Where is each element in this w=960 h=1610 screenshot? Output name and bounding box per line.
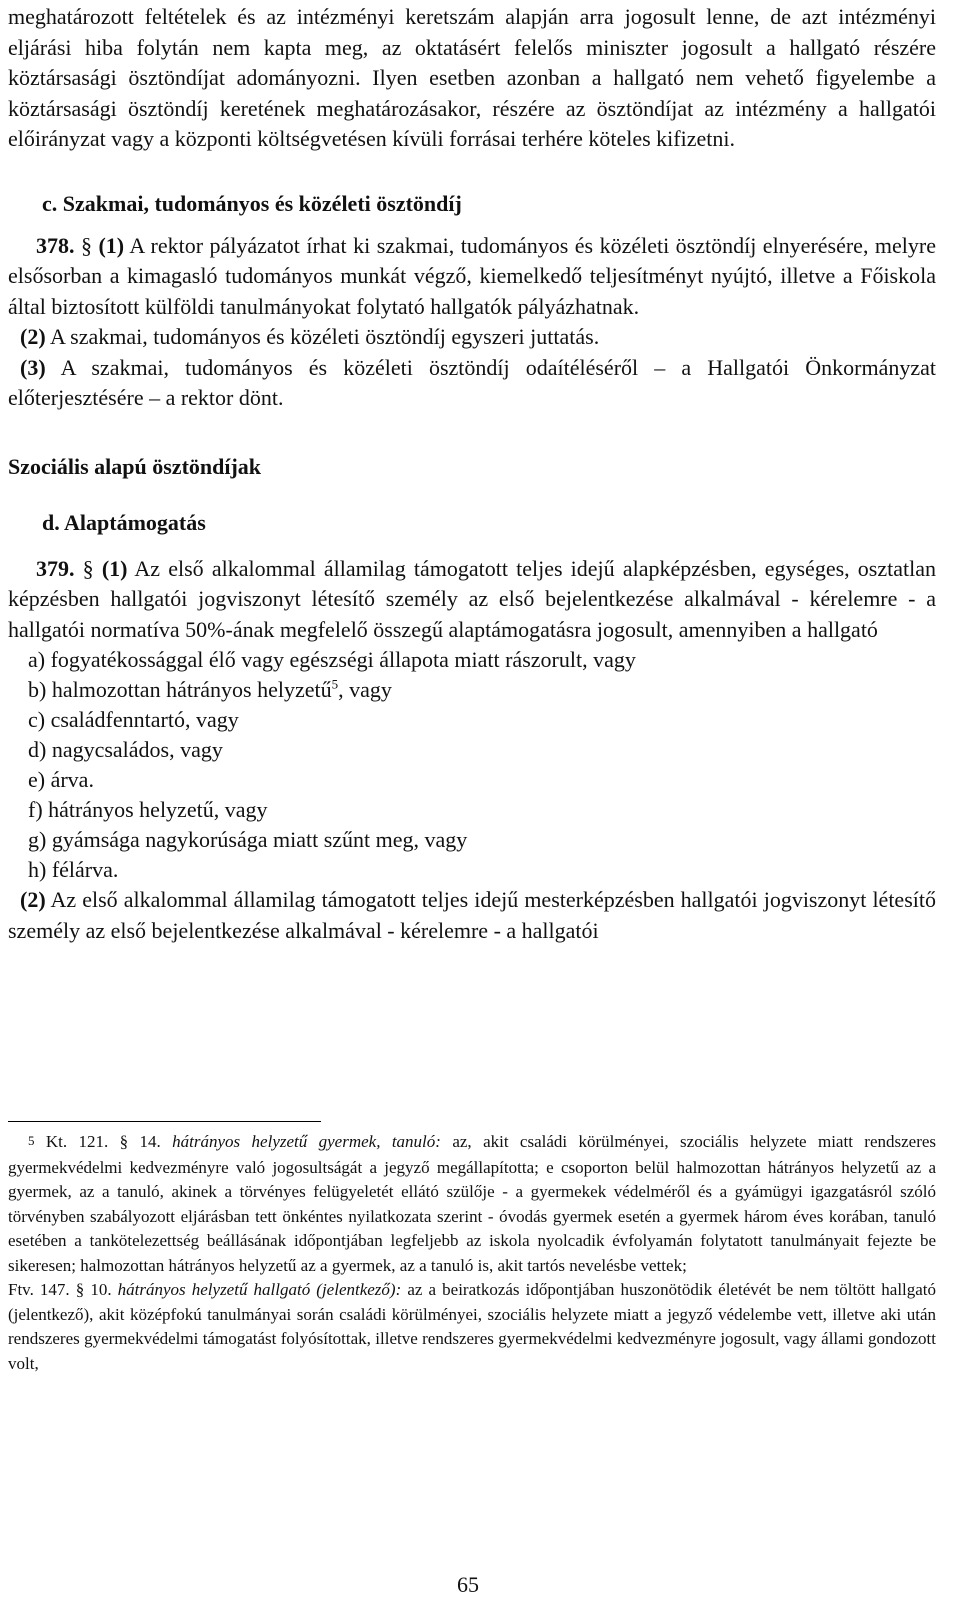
section-c-heading: c. Szakmai, tudományos és közéleti ösztöndíj xyxy=(42,190,462,216)
subsection-text: A szakmai, tudományos és közéleti ösztöndíj odaítéléséről – a Hallgatói Önkormányzat előterjesztésére – a rektor dönt. xyxy=(8,354,936,410)
paragraph-378-3 xyxy=(8,353,936,414)
list-item: g) gyámsága nagykorúsága miatt szűnt meg, vagy xyxy=(28,827,468,852)
list-item xyxy=(8,675,936,705)
intro-paragraph: meghatározott feltételek és az intézményi keretszám alapján arra jogosult lenne, de azt intézményi eljárási hiba folytán nem kapta meg, az oktatásért felelős miniszter jogosult a hallgató részére köztársasági ösztöndíjat adományozni. Ilyen esetben azonban a hallgató nem vehető figyelembe a köztársasági ösztöndíj keretének meghatározásakor, részére az ösztöndíjat az intézmény a hallgatói előirányzat vagy a központi költségvetésen kívüli forrásai terhére köteles kifizetni. xyxy=(8,4,936,151)
subsection-text: A rektor pályázatot írhat ki szakmai, tudományos és közéleti ösztöndíj elnyerésére, melyre elsősorban a kimagasló tudományos munkát végző, kiemelkedő teljesítményt nyújtó, illetve a Főiskola által biztosított külföldi tanulmányokat folytató hallgatók pályázhatnak. xyxy=(8,232,936,319)
footnote xyxy=(8,1130,936,1376)
paragraph-378-2 xyxy=(8,322,936,353)
footnote-separator xyxy=(8,1121,321,1122)
section-sign: § xyxy=(82,555,94,581)
subsection-number: (2) xyxy=(20,887,46,912)
footnote-reference[interactable]: 5 xyxy=(331,676,339,692)
footnote-paragraph-1 xyxy=(8,1130,936,1278)
paragraph-378-1 xyxy=(8,231,936,323)
list-item: f) hátrányos helyzetű, vagy xyxy=(28,797,268,822)
page-number: 65 xyxy=(457,1572,479,1597)
social-heading: Szociális alapú ösztöndíjak xyxy=(8,453,262,479)
subsection-number: (1) xyxy=(101,555,128,581)
section-379 xyxy=(8,554,936,947)
footnote-text: az a beiratkozás időpontjában huszonötödik életévét be nem töltött hallgató (jelentkező), akit középfokú tanulmányai során családi körülményei, szociális helyzete miatt a jegyző védelembe vett, illetve aki után rendszeres gyermekvédelmi támogatást folyósítottak, illetve rendszeres gyermekvédelmi kedvezményre jogosult, vagy állami gondozott volt, xyxy=(8,1280,937,1373)
footnote-reference-text: Kt. 121. § 14. xyxy=(45,1132,161,1151)
subsection-number: (2) xyxy=(20,324,46,349)
list-item: e) árva. xyxy=(28,767,94,792)
paragraph-number: 378. xyxy=(36,232,75,258)
footnote-text: az, akit családi körülményei, szociális helyzete miatt rendszeres gyermekvédelmi kedvezményre való jogosultságát a jegyző megállapította; e csoporton belül halmozottan hátrányos helyzetű az a gyermek, az a tanuló, akinek a törvényes felügyeletét ellátó szülője - a gyermekek védelméről és a gyámügyi igazgatásról szóló törvényben szabályozott eljárásban tett önkéntes nyilatkozata szerint - óvodás gyermek esetén a gyermek három éves korában, tanuló esetében a tankötelezettség beállásának időpontjában legfeljebb az iskola nyolcadik évfolyamán folytatott tanulmányait fejezte be sikeresen; halmozottan hátrányos helyzetű az a gyermek, az a tanuló is, akit tartós nevelésbe vettek; xyxy=(8,1132,937,1275)
subsection-number: (3) xyxy=(20,354,46,380)
section-d-heading: d. Alaptámogatás xyxy=(42,509,206,535)
footnote-reference-text: Ftv. 147. § 10. xyxy=(8,1280,112,1299)
subsection-number: (1) xyxy=(98,232,125,258)
subsection-text: Az első alkalommal államilag támogatott teljes idejű mesterképzésben hallgatói jogviszonyt létesítő személy az első bejelentkezése alkalmával - kérelemre - a hallgatói xyxy=(8,887,936,943)
subsection-text: A szakmai, tudományos és közéleti ösztöndíj egyszeri juttatás. xyxy=(49,324,600,349)
list-item: c) családfenntartó, vagy xyxy=(28,707,239,732)
list-item-text: , vagy xyxy=(338,677,392,702)
section-378 xyxy=(8,231,936,414)
list-item: d) nagycsaládos, vagy xyxy=(28,737,223,762)
footnote-term: hátrányos helyzetű gyermek, tanuló: xyxy=(172,1132,441,1151)
list-item-text: b) halmozottan hátrányos helyzetű xyxy=(28,677,332,702)
paragraph-379-1 xyxy=(8,554,936,646)
eligibility-list xyxy=(8,645,936,885)
footnote-marker: 5 xyxy=(28,1133,35,1148)
paragraph-379-2 xyxy=(8,885,936,946)
list-item: a) fogyatékossággal élő vagy egészségi állapota miatt rászorult, vagy xyxy=(28,647,636,672)
list-item: h) félárva. xyxy=(28,857,119,882)
document-page xyxy=(8,0,936,946)
footnote-paragraph-2 xyxy=(8,1278,936,1376)
section-sign: § xyxy=(80,232,92,258)
subsection-text: Az első alkalommal államilag támogatott teljes idejű alapképzésben, egységes, osztatlan képzésben hallgatói jogviszonyt létesítő személy az első bejelentkezése alkalmával - kérelemre - a hallgatói normatíva 50%-ának megfelelő összegű alaptámogatásra jogosult, amennyiben a hallgató xyxy=(8,555,936,642)
footnote-term: hátrányos helyzetű hallgató (jelentkező): xyxy=(117,1280,402,1299)
paragraph-number: 379. xyxy=(36,555,75,581)
